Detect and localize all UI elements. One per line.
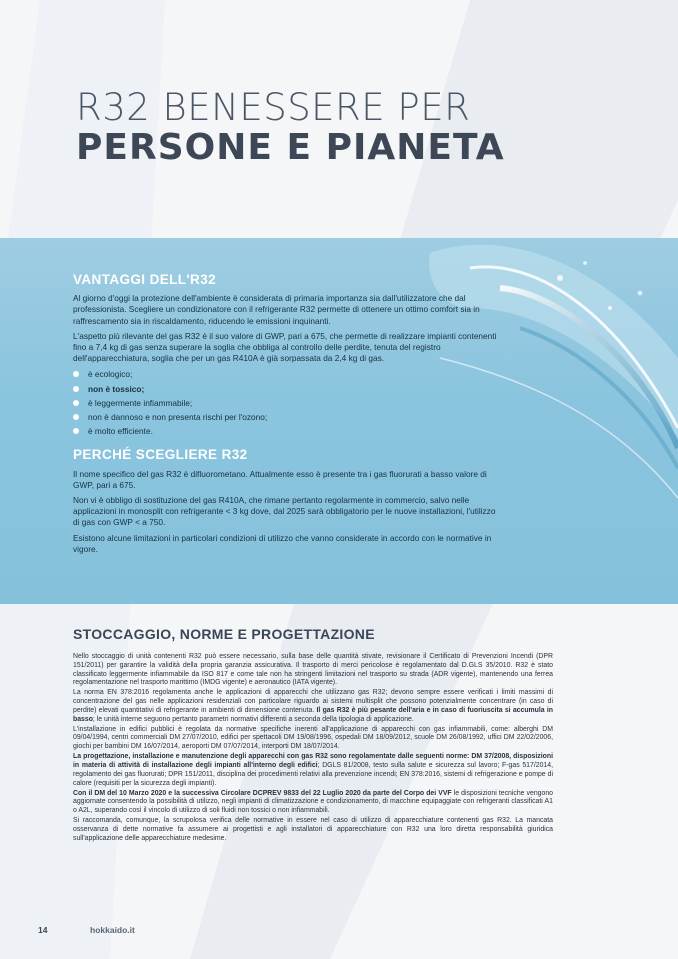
bullet-icon [73, 371, 79, 377]
stoccaggio-paragraph-2: La norma EN 378:2016 regolamenta anche le applicazioni di apparecchi che utilizzano gas R32; devono sempre essere verificati i limiti massimi di concentrazione del gas nelle applicazioni residenziali con particolare riguardo ai sistemi multisplit che possono potenzialmente concentrare (in caso di perdite) elevati quantitativi di refrigerante in ambienti di dimensione contenuta. Il gas R32 è più pesante dell'aria e in caso di fuoriuscita si accumula in basso; le unità interne seguono pertanto parametri normativi differenti a seconda della tipologia di applicazione. [73, 689, 553, 723]
list-item: è molto efficiente. [73, 426, 503, 437]
website-link[interactable]: hokkaido.it [90, 925, 135, 935]
title-line-1: R32 BENESSERE PER [76, 86, 471, 129]
list-item: non è dannoso e non presenta rischi per l'ozono; [73, 412, 503, 423]
stoccaggio-paragraph-1: Nello stoccaggio di unità contenenti R32 può essere necessario, sulla base delle quantità stivate, revisionare il Certificato di Prevenzioni Incendi (DPR 151/2011) per garantire la validità della propria garanzia assicurativa. Il trasporto di merci pericolose è regolamentato dal D.GLS 35/2010. R32 è stato classificato leggermente infiammabile da ISO 817 e come tale non ha stringenti limitazioni nel trasporto su strada (ADR vigente), mantenendo una ferrea regolamentazione nel trasporto marittimo (IMDG vigente) e aeronautico (IATA vigente). [73, 652, 553, 687]
page-number: 14 [38, 925, 48, 935]
list-item: è ecologico; [73, 369, 503, 380]
perche-paragraph-1: Il nome specifico del gas R32 è difluorometano. Attualmente esso è presente tra i gas fluorurati a basso valore di GWP, pari a 675. [73, 468, 487, 490]
stoccaggio-heading: STOCCAGGIO, NORME E PROGETTAZIONE [73, 626, 375, 642]
bullet-icon [73, 400, 79, 406]
blue-water-band [0, 238, 678, 604]
vantaggi-bullet-list [73, 369, 503, 437]
stoccaggio-paragraph-4: La progettazione, installazione e manutenzione degli apparecchi con gas R32 sono regolamentate dalle seguenti norme: DM 37/2008, disposizioni in materia di attività di installazione degli impianti all'interno degli edifici; DGLS 81/2008, testo sulla salute e sicurezza sul lavoro; F-gas 517/2014, regolamento dei gas fluorurati; DPR 151/2011, disciplina dei procedimenti relativi alla prevenzione incendi; EN 378:2016, sistemi di refrigerazione e pompe di calore (requisiti per la sicurezza degli impianti). [73, 753, 553, 787]
stoccaggio-paragraph-6: Si raccomanda, comunque, la scrupolosa verifica delle normative in essere nel caso di utilizzo di apparecchiature contenenti gas R32. La mancata osservanza di dette normative fa assumere ai progettisti e agli installatori di apparecchiature con R32 una loro diretta responsabilità giuridica sull'applicazione delle apparecchiature medesime. [73, 817, 553, 842]
title-line-2: PERSONE E PIANETA [76, 127, 505, 168]
bullet-icon [73, 386, 79, 392]
perche-heading: PERCHÉ SCEGLIERE R32 [73, 447, 248, 463]
vantaggi-paragraph-1: Al giorno d'oggi la protezione dell'ambiente è considerata di primaria importanza sia dall'utilizzatore che dal professionista. Scegliere un condizionatore con il refrigerante R32 permette di ottenere un ottimo comfort sia in raffrescamento sia in riscaldamento, riducendo le emissioni inquinanti. [73, 293, 480, 326]
stoccaggio-paragraph-5: Con il DM del 10 Marzo 2020 e la successiva Circolare DCPREV 9833 del 22 Luglio 2020 da parte del Corpo dei VVF le disposizioni tecniche vengono aggiornate consentendo la possibilità di utilizzo, negli impianti di climatizzazione e condizionamento, di macchine equipaggiate con refrigeranti classificati A1 o A2L, superando così il vincolo di utilizzo di soli fluidi non tossici o non infiammabili. [73, 789, 553, 815]
perche-paragraph-2: Non vi è obbligo di sostituzione del gas R410A, che rimane pertanto regolarmente in commercio, salvo nelle applicazioni in monosplit con refrigerante < 3 kg dove, dal 2025 sarà obbligatorio per le nuove installazioni, l'utilizzo di gas con GWP < a 750. [73, 495, 496, 528]
bullet-icon [73, 428, 79, 434]
vantaggi-heading: VANTAGGI DELL'R32 [73, 272, 217, 287]
perche-paragraph-3: Esistono alcune limitazioni in particolari condizioni di utilizzo che vanno considerate in accordo con le normative in vigore. [73, 532, 492, 554]
band-text [73, 274, 503, 559]
stoccaggio-paragraph-3: L'installazione in edifici pubblici è regolata da normative specifiche inerenti all'applicazione di apparecchi con gas infiammabili, come: alberghi DM 09/04/1994, centri commerciali DM 27/07/2010, edifici per spettacoli DM 19/08/1996, ospedali DM 18/09/2012, scuole DM 26/08/1992, uffici DM 22/02/2006, giochi per bambini DM 16/07/2014, aeroporti DM 07/07/2014, interporti DM 18/07/2014. [73, 725, 553, 751]
page-title [76, 88, 505, 168]
vantaggi-paragraph-2: L'aspetto più rilevante del gas R32 è il suo valore di GWP, pari a 675, che permette di realizzare impianti contenenti fino a 7,4 kg di gas senza superare la soglia che obbliga al controllo delle perdite, tenuta del registro dell'apparecchiatura, soglia che per un gas R410A è già sorpassata da 2,4 kg di gas. [73, 330, 497, 364]
list-item: non è tossico; [73, 384, 503, 395]
bullet-icon [73, 414, 79, 420]
footer [38, 925, 135, 935]
stoccaggio-section [73, 626, 553, 845]
list-item: è leggermente infiammabile; [73, 398, 503, 409]
